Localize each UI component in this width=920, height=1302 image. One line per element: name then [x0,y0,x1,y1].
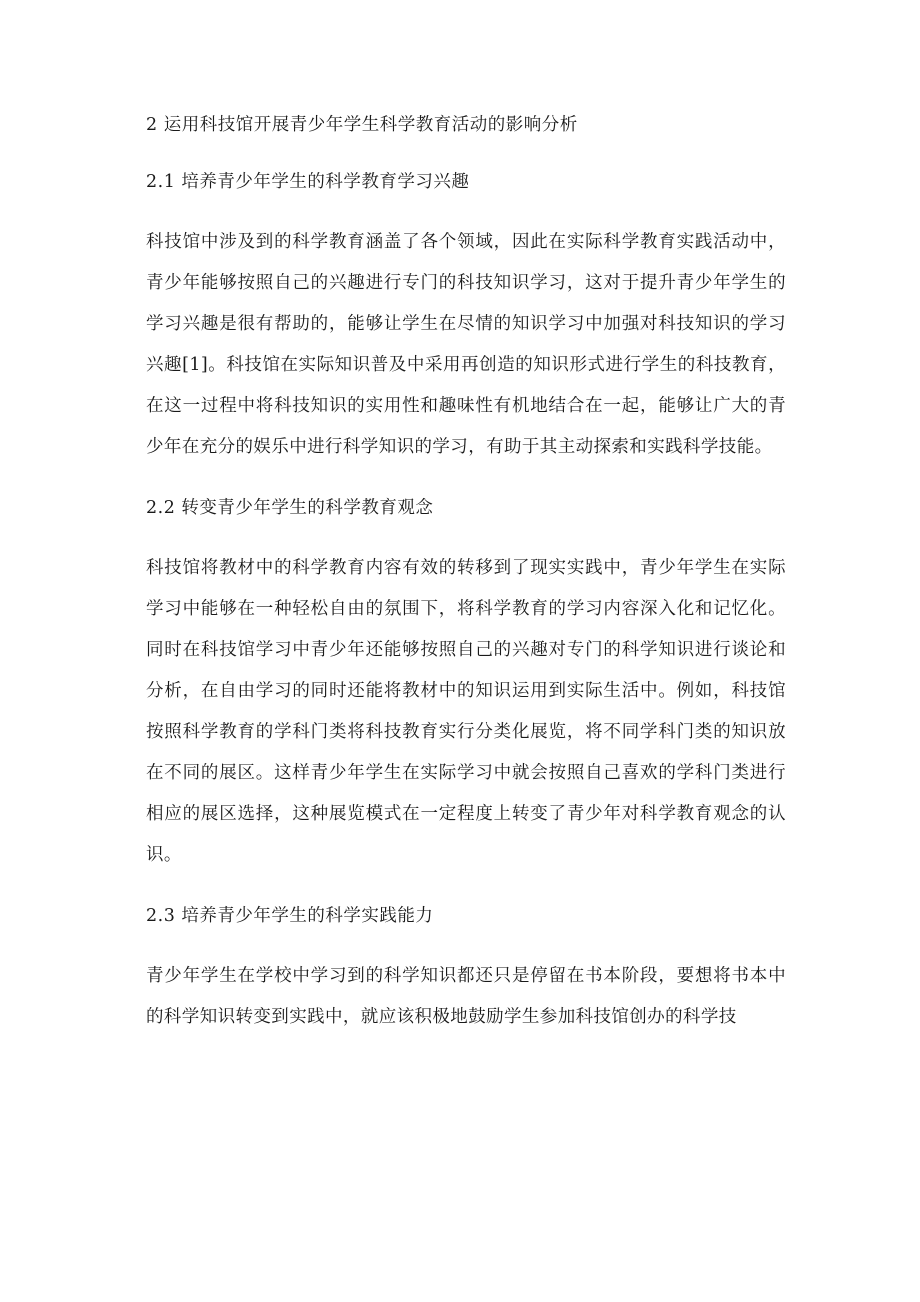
subsection-heading-2-1: 2.1 培养青少年学生的科学教育学习兴趣 [146,172,470,192]
paragraph-2-3: 青少年学生在学校中学习到的科学知识都还只是停留在书本阶段，要想将书本中的科学知识转变到实践中，就应该积极地鼓励学生参加科技馆创办的科学技 [146,966,786,1027]
paragraph-2-2: 科技馆将教材中的科学教育内容有效的转移到了现实实践中，青少年学生在实际学习中能够在一种轻松自由的氛围下，将科学教育的学习内容深入化和记忆化。同时在科技馆学习中青少年还能够按照自己的兴趣对专门的科学知识进行谈论和分析，在自由学习的同时还能将教材中的知识运用到实际生活中。例如，科技馆按照科学教育的学科门类将科技教育实行分类化展览，将不同学科门类的知识放在不同的展区。这样青少年学生在实际学习中就会按照自己喜欢的学科门类进行相应的展区选择，这种展览模式在一定程度上转变了青少年对科学教育观念的认识。 [146,558,786,865]
document-page [146,108,786,1038]
section-heading: 2 运用科技馆开展青少年学生科学教育活动的影响分析 [146,115,578,135]
subsection-heading-2-3: 2.3 培养青少年学生的科学实践能力 [146,906,434,926]
paragraph-2-1: 科技馆中涉及到的科学教育涵盖了各个领域，因此在实际科学教育实践活动中，青少年能够按照自己的兴趣进行专门的科技知识学习，这对于提升青少年学生的学习兴趣是很有帮助的，能够让学生在尽情的知识学习中加强对科技知识的学习兴趣[1]。科技馆在实际知识普及中采用再创造的知识形式进行学生的科技教育，在这一过程中将科技知识的实用性和趣味性有机地结合在一起，能够让广大的青少年在充分的娱乐中进行科学知识的学习，有助于其主动探索和实践科学技能。 [146,232,786,457]
subsection-heading-2-2: 2.2 转变青少年学生的科学教育观念 [146,498,434,518]
